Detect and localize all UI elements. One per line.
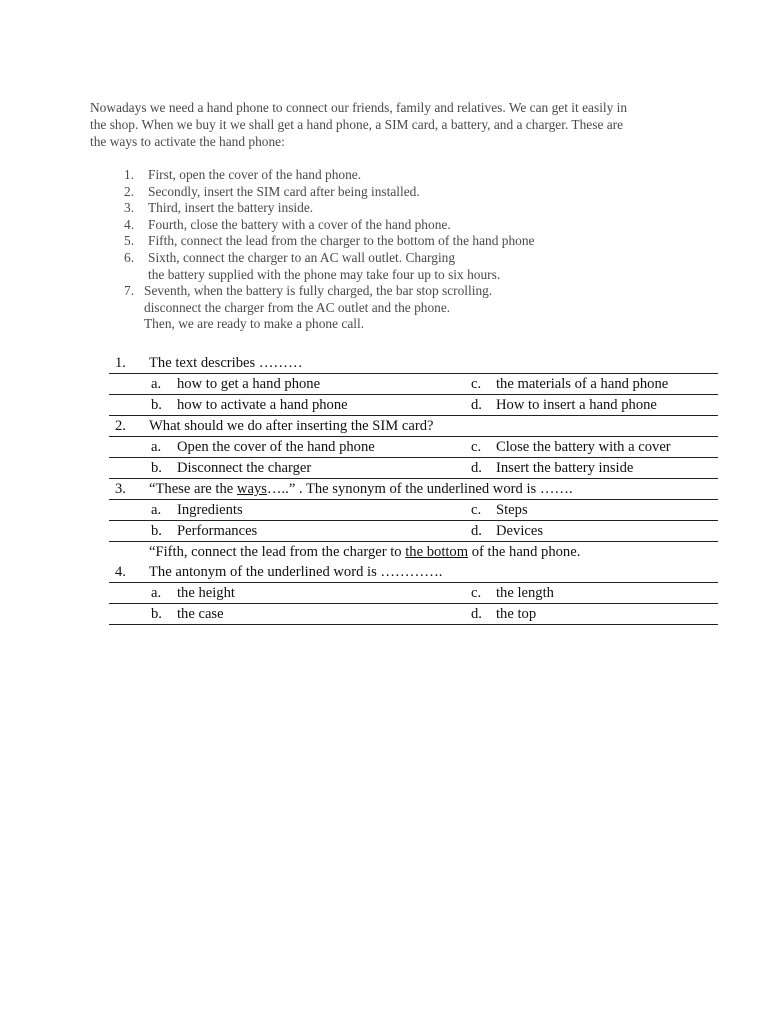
option-letter: c. (471, 583, 496, 604)
question-row (109, 479, 718, 500)
option-text: the materials of a hand phone (496, 374, 718, 395)
option-letter: c. (471, 374, 496, 395)
question-text-after: …..” . The synonym of the underlined word is ……. (266, 481, 573, 497)
question-number: 3. (109, 479, 149, 500)
step-item (124, 167, 684, 184)
step-item (124, 233, 684, 250)
intro-paragraph (90, 99, 690, 150)
option-text: the top (496, 604, 718, 625)
question-row (109, 416, 718, 437)
question-text: What should we do after inserting the SIM card? (149, 416, 718, 437)
step-number: 5. (124, 233, 135, 249)
step-text: Seventh, when the battery is fully charged, the bar stop scrolling. (144, 283, 493, 299)
option-text: Insert the battery inside (496, 458, 718, 479)
option-letter: d. (471, 395, 496, 416)
step-text: Fifth, connect the lead from the charger to the bottom of the hand phone (148, 233, 535, 249)
question-row (109, 562, 718, 583)
step-item (124, 283, 684, 300)
option-letter: d. (471, 604, 496, 625)
quote-before: “Fifth, connect the lead from the charger to (149, 544, 406, 560)
option-text: Performances (177, 521, 471, 542)
option-row (109, 458, 718, 479)
step-item (124, 184, 684, 201)
question-number: 4. (109, 562, 149, 583)
step-number: 3. (124, 200, 135, 216)
option-row (109, 395, 718, 416)
step-text: Sixth, connect the charger to an AC wall outlet. Charging (148, 249, 456, 265)
quote-after: of the hand phone. (468, 544, 581, 560)
step-item (124, 200, 684, 217)
option-text: Steps (496, 500, 718, 521)
option-text: Devices (496, 521, 718, 542)
option-text: the case (177, 604, 471, 625)
step-item (124, 250, 684, 267)
question-number: 2. (109, 416, 149, 437)
question-quote (149, 542, 718, 563)
option-letter: b. (149, 395, 177, 416)
option-text: how to get a hand phone (177, 374, 471, 395)
option-row (109, 521, 718, 542)
step-continuation: disconnect the charger from the AC outlet and the phone. (144, 299, 451, 315)
option-row (109, 583, 718, 604)
option-row (109, 374, 718, 395)
question-text (149, 479, 718, 500)
intro-line: the shop. When we buy it we shall get a hand phone, a SIM card, a battery, and a charger. These are (90, 117, 624, 132)
option-letter: d. (471, 521, 496, 542)
option-letter: b. (149, 521, 177, 542)
option-letter: b. (149, 458, 177, 479)
option-text: how to activate a hand phone (177, 395, 471, 416)
option-row (109, 604, 718, 625)
option-text: How to insert a hand phone (496, 395, 718, 416)
quiz-table (109, 353, 718, 625)
question-row (109, 353, 718, 374)
option-letter: c. (471, 500, 496, 521)
option-text: Disconnect the charger (177, 458, 471, 479)
step-continuation: Then, we are ready to make a phone call. (144, 316, 365, 332)
step-text: Secondly, insert the SIM card after being installed. (148, 183, 420, 199)
underlined-word: ways (236, 481, 267, 497)
intro-line: the ways to activate the hand phone: (90, 134, 285, 149)
step-number: 7. (124, 283, 135, 299)
question-quote-row (109, 542, 718, 563)
option-text: the length (496, 583, 718, 604)
option-letter: a. (149, 500, 177, 521)
option-letter: a. (149, 374, 177, 395)
steps-list (124, 167, 684, 333)
option-text: Open the cover of the hand phone (177, 437, 471, 458)
option-letter: a. (149, 583, 177, 604)
step-continuation: the battery supplied with the phone may take four up to six hours. (148, 266, 501, 282)
step-text: Third, insert the battery inside. (148, 200, 314, 216)
step-text: First, open the cover of the hand phone. (148, 167, 362, 182)
option-letter: c. (471, 437, 496, 458)
step-number: 2. (124, 183, 135, 199)
question-text-before: “These are the (149, 481, 237, 497)
intro-line: Nowadays we need a hand phone to connect our friends, family and relatives. We can get it easily in (90, 100, 628, 115)
step-number: 4. (124, 216, 135, 232)
step-number: 6. (124, 249, 135, 265)
underlined-phrase: the bottom (405, 544, 469, 560)
option-letter: a. (149, 437, 177, 458)
step-item (124, 217, 684, 234)
question-number: 1. (109, 353, 149, 374)
option-text: Close the battery with a cover (496, 437, 718, 458)
option-row (109, 500, 718, 521)
question-text: The antonym of the underlined word is …………. (149, 562, 718, 583)
option-letter: d. (471, 458, 496, 479)
option-text: Ingredients (177, 500, 471, 521)
option-row (109, 437, 718, 458)
option-text: the height (177, 583, 471, 604)
step-text: Fourth, close the battery with a cover of the hand phone. (148, 216, 451, 232)
question-text-body: The text describes ……… (149, 355, 303, 371)
question-text (149, 353, 718, 374)
step-number: 1. (124, 167, 135, 182)
option-letter: b. (149, 604, 177, 625)
